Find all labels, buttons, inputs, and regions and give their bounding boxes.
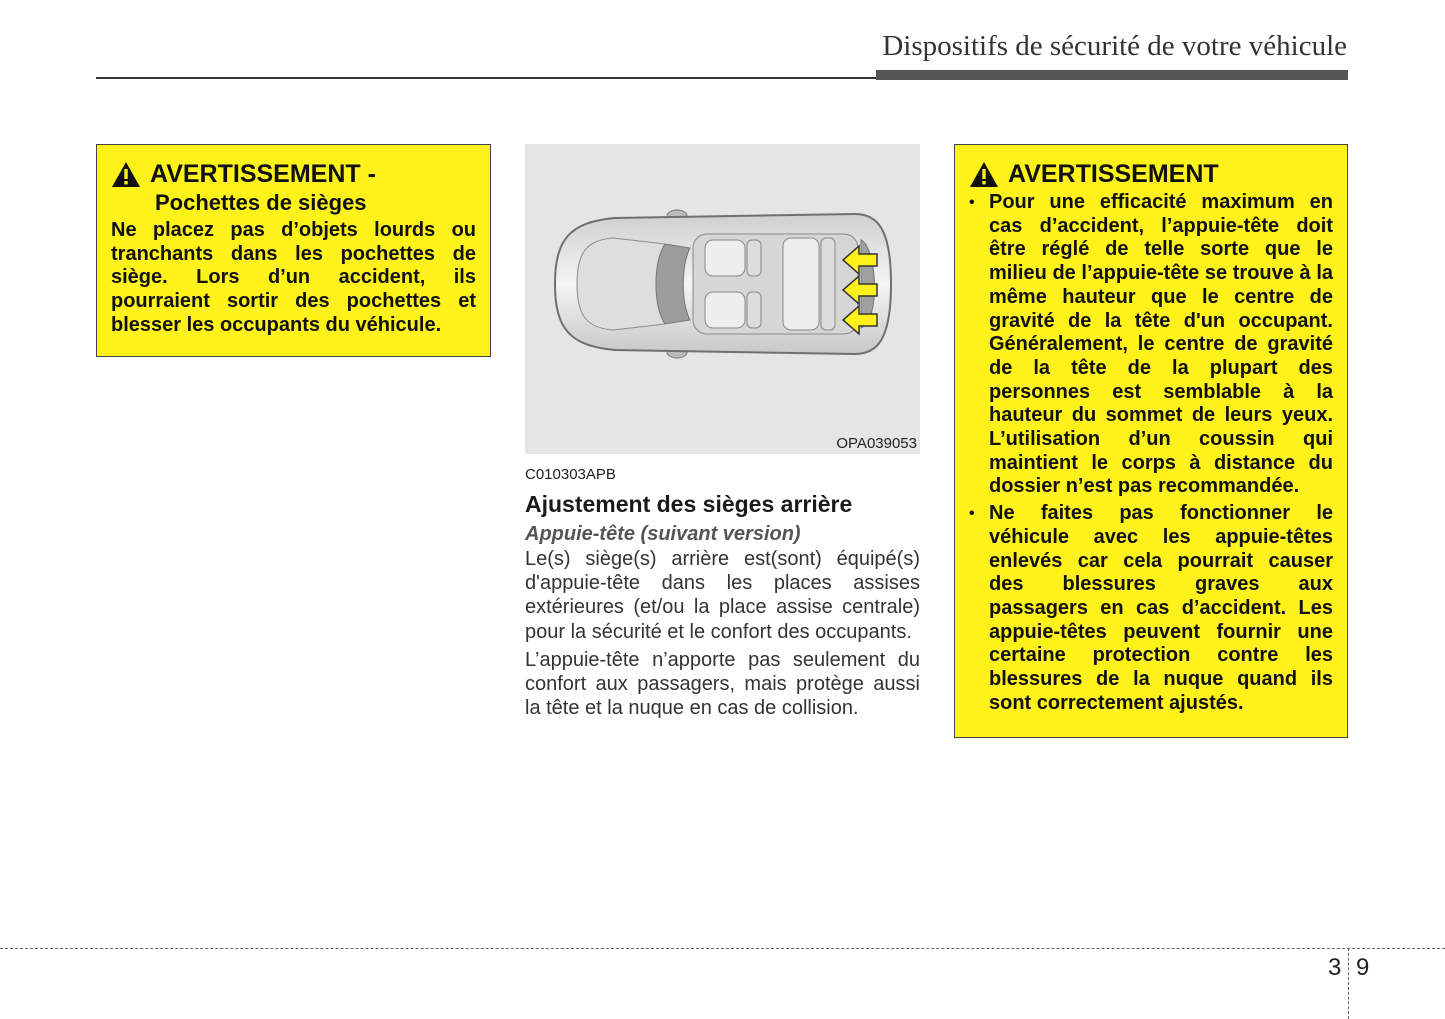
list-item-text: Pour une efficacité maximum en cas d’accident, l’appuie-tête doit être réglé de telle sorte que le milieu de l’appuie-tête se trouve à la même hauteur que le centre de gravité de la tête d'un occupant. Généralement, le centre de gravité de la tête de la plupart des personnes est semblable à la hauteur du sommet de leurs yeux. L’utilisation d’un coussin qui maintient le corps à distance du dossier n’est pas recommandée. xyxy=(989,191,1333,498)
header-rule xyxy=(96,77,876,79)
figure-code: OPA039053 xyxy=(836,435,917,452)
page-number: 9 xyxy=(1356,954,1370,981)
page-chapter-number: 3 xyxy=(1328,954,1342,981)
section-rear-seat-adjustment xyxy=(525,466,920,724)
section-subtitle: Appuie-tête (suivant version) xyxy=(525,523,801,545)
paragraph: L’appuie-tête n’apporte pas seulement du confort aux passagers, mais protège aussi la tête et la nuque en cas de collision. xyxy=(525,648,920,720)
list-item xyxy=(969,502,1333,715)
warning-text: Ne placez pas d’objets lourds ou tranchants dans les pochettes de siège. Lors d’un accident, ils pourraient sortir des pochettes et blesser les occupants du véhicule. xyxy=(111,219,476,336)
warning-heading xyxy=(969,159,1333,189)
warning-box-headrests xyxy=(954,144,1348,738)
warning-triangle-icon xyxy=(111,161,141,188)
warning-heading-text: AVERTISSEMENT xyxy=(1008,160,1219,188)
bullet-icon: • xyxy=(969,194,975,211)
list-item xyxy=(969,191,1333,499)
paragraph: Le(s) siège(s) arrière est(sont) équipé(s) d'appuie-tête dans les places assises extérieures (et/ou la place assise centrale) pour la sécurité et le confort des occupants. xyxy=(525,548,920,643)
header-rule-accent xyxy=(876,70,1348,80)
warning-bullet-list xyxy=(969,191,1333,715)
warning-box-seat-pockets xyxy=(96,144,491,357)
list-item-text: Ne faites pas fonctionner le véhicule avec les appuie-têtes enlevés car cela pourrait causer des blessures graves aux passagers en cas d’accident. Les appuie-têtes peuvent fournir une certaine protection contre les blessures de la nuque quand ils sont correctement ajustés. xyxy=(989,502,1333,714)
warning-heading xyxy=(111,159,476,189)
footer-divider xyxy=(0,948,1445,949)
car-top-view-icon xyxy=(525,144,920,454)
warning-heading-text: AVERTISSEMENT - xyxy=(150,160,376,188)
warning-subheading: Pochettes de sièges xyxy=(155,190,367,215)
section-title: Ajustement des sièges arrière xyxy=(525,491,853,517)
page-header-title: Dispositifs de sécurité de votre véhicule xyxy=(882,30,1347,62)
warning-triangle-icon xyxy=(969,161,999,188)
car-illustration xyxy=(525,144,920,454)
section-reference-code: C010303APB xyxy=(525,466,616,483)
footer-page-divider xyxy=(1348,948,1349,1019)
bullet-icon: • xyxy=(969,505,975,523)
